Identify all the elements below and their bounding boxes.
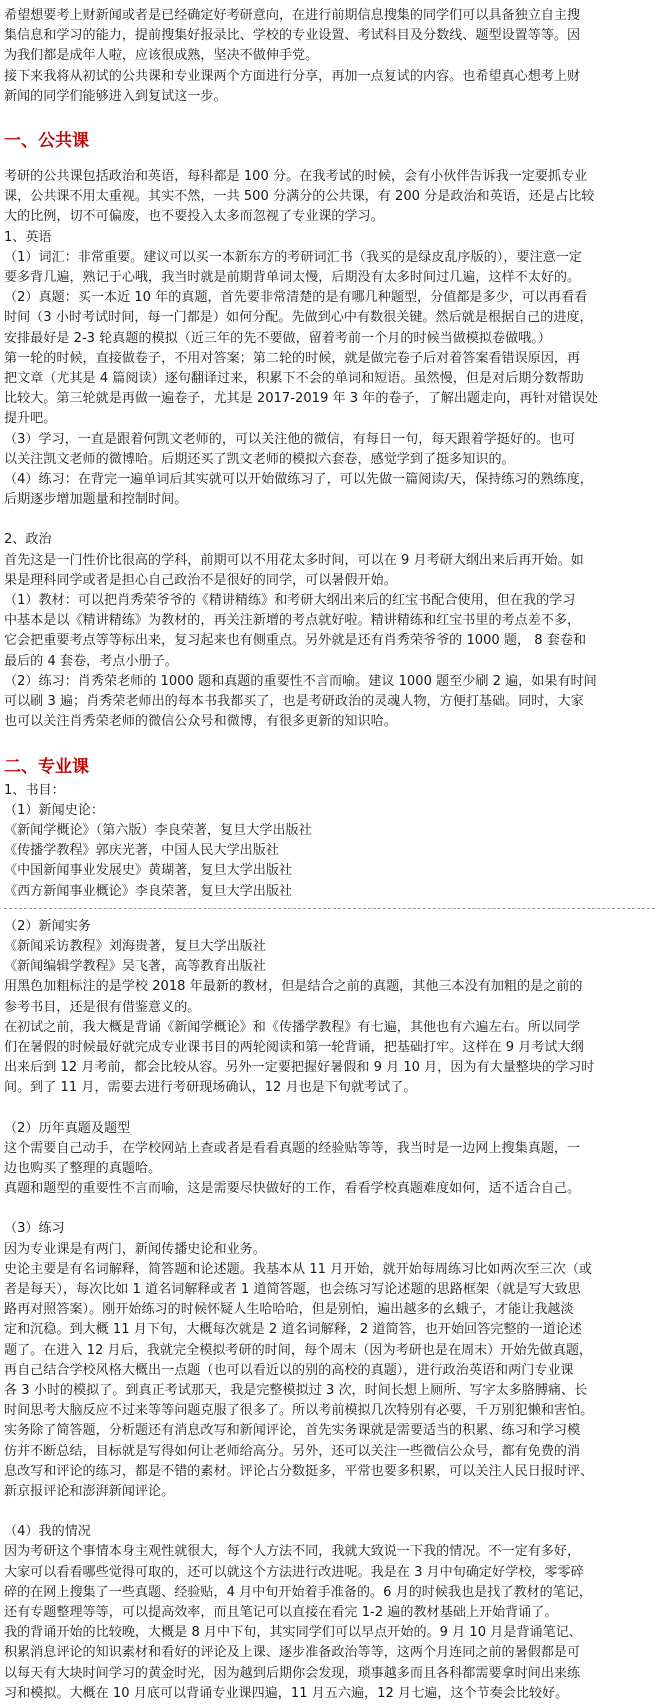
intro-block [4,6,655,107]
paragraph-line: 用黑色加粗标注的是学校 2018 年最新的教材，但是结合之前的真题，其他三本没有加粗的是之前的 [4,979,583,995]
paragraph-line: （1）词汇：非常重要。建议可以买一本新东方的考研词汇书（我买的是绿皮乱序版的），要注意一定 [4,249,582,265]
paragraph-line: 出来后到 12 月考前，都会比较从容。另外一定要把握好暑假和 9 月 10 月，因为有大量整块的学习时 [4,1060,595,1076]
paragraph-line: 仿并不断总结，目标就是写得如何让老师给高分。另外，还可以关注一些微信公众号，都有免费的消 [4,1443,581,1459]
paragraph-line: 真题和题型的重要性不言而喻，这是需要尽快做好的工作，看看学校真题难度如何，适不适合自己。 [4,1181,581,1197]
paragraph-line: 定和沉稳。到大概 11 月下旬，大概每次就是 2 道名词解释，2 道简答，也开始回答完整的一道论述 [4,1322,582,1338]
paragraph-line: 题了。在进入 12 月后，我就完全模拟考研的时间，每个周末（因为考研也是在周末）开始先做真题， [4,1342,593,1358]
paragraph-line: 还有专题整理等等，可以提高效率，而且笔记可以直接在看完 1-2 遍的教材基础上开始背诵了。 [4,1605,558,1621]
past-papers-block [4,1119,655,1200]
paragraph-line: 在初试之前，我大概是背诵《新闻学概论》和《传播学教程》有七遍，其他也有六遍左右。所以同学 [4,1019,581,1035]
paragraph-line: 果是理科同学或者是担心自己政治不是很好的同学，可以暑假开始。 [4,572,397,588]
paragraph-line: 习和模拟。大概在 10 月底可以背诵专业课四遍，11 月五六遍，12 月七遍，这个节奏会比较好。 [4,1685,569,1701]
paragraph-line: 首先这是一门性价比很高的学科，前期可以不用花太多时间，可以在 9 月考研大纲出来后再开始。如 [4,552,584,568]
intro-line: 为我们都是成年人啦，应该很成熟，坚决不做伸手党。 [4,48,319,64]
paragraph-line: （4）我的情况 [4,1524,91,1540]
paragraph-line: 们在暑假的时候最好就完成专业课书目的两轮阅读和第一轮背诵，把基础打牢。这样在 9 月考试大纲 [4,1039,584,1055]
public-course-lead [4,167,655,228]
politics-block [4,530,655,732]
paragraph-line: 新京报评论和澎湃新闻评论。 [4,1484,175,1499]
paragraph-line: （2）练习：肖秀荣老师的 1000 题和真题的重要性不言而喻。建议 1000 题至少刷 2 遍，如果有时间 [4,673,597,689]
book-list [4,781,655,902]
paragraph-line: 把文章（尤其是 4 篇阅读）逐句翻译过来，积累下不会的单词和短语。虽然慢，但是对后期分数帮助 [4,371,584,387]
paragraph-line: 比较大。第三轮就是再做一遍卷子，尤其是 2017-2019 年 3 年的卷子，了解出题走向，再针对错误处 [4,391,598,407]
paragraph-line: 实务除了简答题，分析题还有消息改写和新闻评论，首先实务课就是需要适当的积累、练习和学习模 [4,1423,581,1439]
paragraph-line: 后期逐步增加题量和控制时间。 [4,492,188,508]
exercise-block [4,1219,655,1502]
paragraph-line: 间。到了 11 月，需要去进行考研现场确认，12 月也是下旬就考试了。 [4,1080,417,1096]
paragraph-line: 我的背诵开始的比较晚，大概是 8 月中下旬，其实同学们可以早点开始的。9 月 10 月是背诵笔记、 [4,1625,582,1641]
book-item: 《西方新闻事业概论》李良荣著，复旦大学出版社 [4,883,293,899]
book-item: 《新闻采访教程》刘海贵著，复旦大学出版社 [4,938,266,954]
book-item: 《新闻编辑学教程》吴飞著，高等教育出版社 [4,959,266,975]
paragraph-line: 也可以关注肖秀荣老师的微信公众号和微博，有很多更新的知识哈。 [4,714,397,730]
book-item: 《传播学教程》郭庆光著，中国人民大学出版社 [4,843,279,859]
paragraph-line: 因为专业课是有两门，新闻传播史论和业务。 [4,1241,266,1257]
paragraph-line: （1）新闻史论： [4,802,104,818]
paragraph-line: 它会把重要考点等等标出来，复习起来也有侧重点。另外就是还有肖秀荣爷爷的 1000 题， 8 套卷和 [4,633,587,649]
paragraph-line: （3）练习 [4,1221,65,1237]
intro-line: 接下来我将从初试的公共课和专业课两个方面进行分享，再加一点复试的内容。也希望真心想考上财 [4,68,581,84]
paragraph-line: 史论主要是有名词解释，简答题和论述题。我基本从 11 月开始，就开始每周练习比如两次至三次（或 [4,1261,593,1277]
paragraph-line: （2）历年真题及题型 [4,1120,131,1136]
paragraph-line: 以关注凯文老师的微博哈。后期还买了凯文老师的模拟六套卷，感觉学到了挺多知识的。 [4,451,515,467]
practice-books-block [4,917,655,1099]
intro-line: 希望想要考上财新闻或者是已经确定好考研意向，在进行前期信息搜集的同学们可以具备独立自主搜 [4,8,581,23]
paragraph-line: 因为考研这个事情本身主观性就很大，每个人方法不同，我就大致说一下我的情况。不一定有多好， [4,1544,581,1560]
section-title-public-courses: 一、公共课 [4,131,89,152]
english-block [4,228,655,511]
paragraph-line: （4）练习：在背完一遍单词后其实就可以开始做练习了，可以先做一篇阅读/天，保持练习的熟练度， [4,472,593,488]
paragraph-line: （2）新闻实务 [4,918,91,934]
paragraph-line: 考研的公共课包括政治和英语，每科都是 100 分。在我考试的时候，会有小伙伴告诉我一定要抓专业 [4,169,588,185]
paragraph-line: 最后的 4 套卷，考点小册子。 [4,653,178,669]
paragraph-line: （3）学习，一直是跟着何凯文老师的，可以关注他的微信，有每日一句，每天跟着学挺好的。也可 [4,431,576,447]
paragraph-line: 提升吧。 [4,411,57,427]
paragraph-line: 参考书目，还是很有借鉴意义的。 [4,999,201,1015]
paragraph-line: 可以刷 3 遍；肖秀荣老师出的每本书我都买了，也是考研政治的灵魂人物，方便打基础。同时，大家 [4,694,584,710]
paragraph-line: 时间（3 小时考试时间，每一门都是）如何分配。先做到心中有数很关键。然后就是根据自己的进度， [4,310,593,326]
paragraph-line: 路再对照答案）。刚开始练习的时候怀疑人生哈哈哈，但是别怕，遍出越多的幺蛾子，才能让我越淡 [4,1302,574,1318]
paragraph-line: 再自己结合学校风格大概出一点题（也可以看近以的别的高校的真题），进行政治英语和两门专业课 [4,1362,574,1378]
paragraph-line: 第一轮的时候，直接做卷子，不用对答案；第二轮的时候，就是做完卷子后对着答案看错误原因，再 [4,350,581,366]
paragraph-line: 碎的在网上搜集了一些真题、经验贴，4 月中旬开始着手准备的。6 月的时候我也是找了教材的笔记， [4,1584,593,1600]
section-title-major-courses: 二、专业课 [4,756,89,777]
book-item: 《新闻学概论》（第六版）李良荣著，复旦大学出版社 [4,822,312,838]
paragraph-line: 者是每天），每次比如 1 道名词解释或者 1 道简答题，也会练习写论述题的思路框架（就是写大致思 [4,1281,581,1297]
paragraph-line: 息改写和评论的练习，都是不错的素材。评论占分数挺多，平常也要多积累，可以关注人民日报时评、 [4,1463,594,1479]
paragraph-line: 积累消息评论的知识素材和看好的评论及上课、逐步准备政治等等，这两个月连同之前的暑假都是可 [4,1645,581,1661]
paragraph-line: 课，公共课不用太重视。其实不然，一共 500 分满分的公共课，有 200 分是政治和英语，还是占比较 [4,189,595,205]
paragraph-line: 时间思考大脑反应不过来等等问题克服了很多了。所以考前模拟几次特别有必要，千万别犯懒和害怕。 [4,1403,594,1419]
paragraph-line: 各 3 小时的模拟了。到真正考试那天，我是完整模拟过 3 次，时间长想上厕所、写字太多胳膊痛、长 [4,1382,588,1398]
paragraph-line: 大家可以看看哪些觉得可取的，还可以就这个方法进行改进呢。我是在 3 月中旬确定好学校，零零碎 [4,1564,584,1580]
paragraph-line: 中基本是以《精讲精练》为教材的，再关注新增的考点就好啦。精讲精练和红宝书里的考点差不多， [4,613,581,629]
paragraph-line: 这个需要自己动手，在学校网站上查或者是看看真题的经验贴等等，我当时是一边网上搜集真题，一 [4,1140,581,1156]
paragraph-line: （2）真题：买一本近 10 年的真题，首先要非常清楚的是有哪几种题型，分值都是多少，可以再看看 [4,290,588,306]
paragraph-line: 安排最好是 2-3 轮真题的模拟（近三年的先不要做，留着考前一个月的时候当做模拟卷做哦。） [4,330,551,346]
paragraph-line: 边也购买了整理的真题哈。 [4,1160,162,1176]
paragraph-line: 以每天有大块时间学习的黄金时光，因为越到后期你会发现，琐事越多而且各科都需要拿时间出来练 [4,1665,581,1681]
subheading-politics: 2、政治 [4,532,52,548]
paragraph-line: （1）教材：可以把肖秀荣爷爷的《精讲精练》和考研大纲出来后的红宝书配合使用，但在我的学习 [4,593,576,609]
my-situation-block [4,1522,655,1704]
intro-line: 新闻的同学们能够进入到复试这一步。 [4,88,227,104]
subheading-books: 1、书目： [4,782,65,798]
paragraph-line: 要多背几遍，熟记于心哦，我当时就是前期背单词太慢，后期没有太多时间过几遍，这样不太好的。 [4,270,581,286]
paragraph-line: 大的比例，切不可偏废，也不要投入太多而忽视了专业课的学习。 [4,209,384,225]
subheading-english: 1、英语 [4,229,52,245]
divider [4,908,655,909]
intro-line: 集信息和学习的能力，提前搜集好报录比、学校的专业设置、考试科目及分数线、题型设置等等。因 [4,28,581,44]
book-item: 《中国新闻事业发展史》黄瑚著，复旦大学出版社 [4,863,293,879]
